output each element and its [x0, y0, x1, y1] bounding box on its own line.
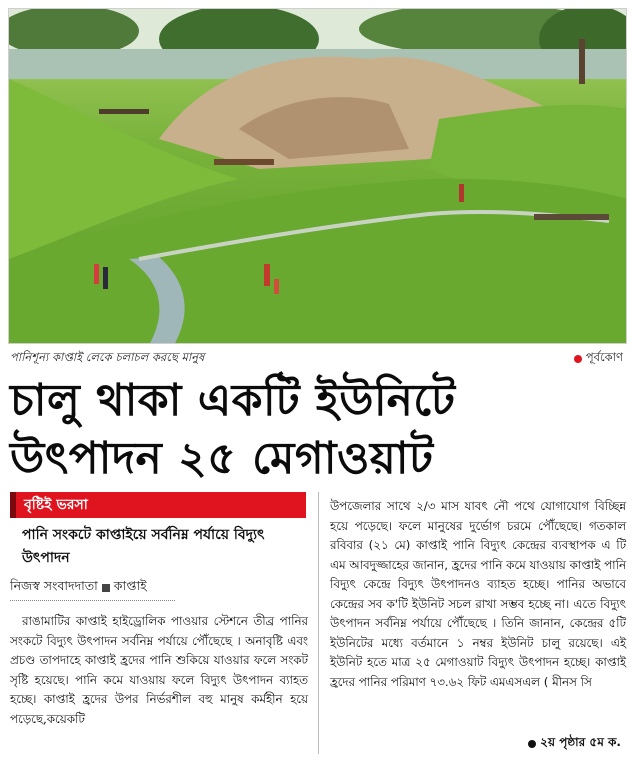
article-body-right [330, 497, 626, 692]
byline-reporter: নিজস্ব সংবাদদাতা [10, 578, 98, 593]
continuation-text: ২য় পৃষ্ঠার ৫ম ক. [540, 735, 621, 749]
credit-dot-icon [574, 355, 582, 363]
lake-bed-illustration [9, 9, 627, 344]
news-photo [8, 8, 627, 344]
headline-line-2: উৎপাদন ২৫ মেগাওয়াট [10, 433, 434, 484]
body-paragraph-left: রাঙামাটির কাপ্তাই হাইড্রোলিক পাওয়ার স্টেশনে তীব্র পানির সংকটে বিদ্যুৎ উৎপাদন সর্বনিম্ন পর্যায়ে পৌঁছেছে । অনাবৃষ্টি এবং প্রচণ্ড তাপদাহে কাপ্তাই হ্রদের পানি শুকিয়ে যাওয়ার ফলে সংকট সৃষ্টি হয়েছে। পানি কমে যাওয়ায় ফলে বিদ্যুৎ উৎপাদন ব্যাহত হচ্ছে। কাপ্তাই হ্রদের উপর নির্ভরশীল বহু মানুষ কর্মহীন হয়ে পড়েছে,কয়েকটি [10, 614, 308, 726]
column-divider [318, 492, 319, 754]
byline-location: কাপ্তাই [113, 578, 147, 593]
continuation-note [528, 734, 621, 754]
photo-credit-text: পূর্বকোণ [585, 350, 623, 364]
kicker-accent-bar [10, 492, 16, 518]
kicker-label: বৃষ্টিই ভরসা [10, 492, 306, 518]
continuation-dot-icon [528, 740, 536, 748]
byline-divider [10, 600, 175, 601]
square-bullet-icon [102, 584, 110, 592]
photo-credit [574, 349, 623, 368]
photo-caption: পানিশূন্য কাপ্তাই লেকে চলাচল করছে মানুষ [10, 350, 205, 364]
headline-line-1: চালু থাকা একটি ইউনিটে [10, 375, 456, 426]
subheadline: পানি সংকটে কাপ্তাইয়ে সর্বনিম্ন পর্যায়ে বিদ্যুৎ উৎপাদন [22, 527, 265, 566]
headline [10, 372, 625, 488]
article-body-left [10, 612, 308, 729]
body-paragraph-right: উপজেলার সাথে ২/৩ মাস যাবৎ নৌ পথে যোগাযোগ বিচ্ছিন্ন হয়ে পড়েছে। ফলে মানুষের দুর্ভোগ চরমে পৌঁছেছে। গতকাল রবিবার (২১ মে) কাপ্তাই পানি বিদ্যুৎ কেন্দ্রের ব্যবস্থাপক এ টি এম আবদুজ্জাহের জানান, হ্রদের পানি কমে যাওয়ায় কাপ্তাই পানি বিদ্যুৎ কেন্দ্রে বিদ্যুৎ উৎপাদনও ব্যাহত হচ্ছে। পানির অভাবে কেন্দ্রের সব ক'টি ইউনিট সচল রাখা সম্ভব হচ্ছে না। এতে বিদ্যুৎ উৎপাদন সর্বনিম্ন পর্যায়ে পৌঁছেছে । তিনি জানান, কেন্দ্রের ৫টি ইউনিটের মধ্যে বর্তমানে ১ নম্বর ইউনিট চালু রয়েছে। এই ইউনিট হতে মাত্র ২৫ মেগাওয়াট বিদ্যুৎ উৎপাদন হচ্ছে। কাপ্তাই হ্রদের পানির পরিমাণ ৭৩.৬২ ফিট এমএসএল ( মীনস সি [330, 499, 626, 689]
byline [10, 578, 147, 598]
